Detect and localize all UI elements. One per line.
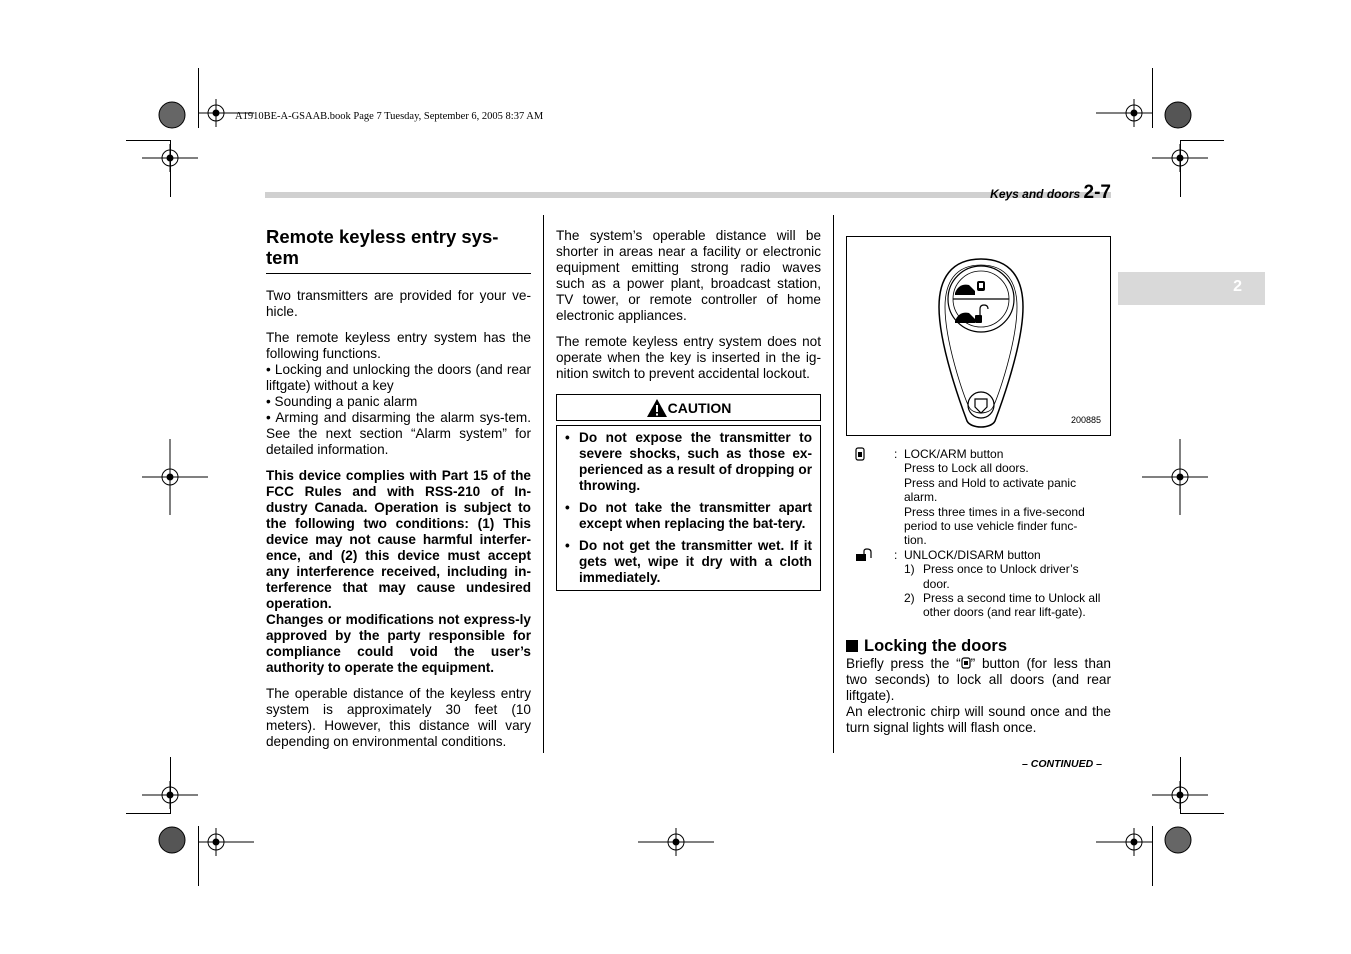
chirp-text: An electronic chirp will sound once and the turn signal lights will flash once. <box>846 703 1111 735</box>
list-item: • Locking and unlocking the doors (and rear liftgate) without a key <box>266 362 531 393</box>
unlock-button-legend: : UNLOCK/DISARM button 1) Press once to Unlock driver’s door. 2) Press a second time to Unlock all other doors (and rear lift-gate). <box>846 548 1111 620</box>
caution-box <box>556 425 821 591</box>
unlock-button-title: UNLOCK/DISARM button <box>904 547 1041 562</box>
chapter-tab <box>1118 272 1265 305</box>
button-legend <box>846 447 1111 620</box>
lock-icon <box>854 447 866 461</box>
caution-header <box>556 394 821 421</box>
functions-block <box>266 330 531 458</box>
page-header <box>990 182 1111 204</box>
unlock-icon <box>854 548 876 562</box>
unlock-step: 2) Press a second time to Unlock all other doors (and rear lift-gate). <box>904 591 1101 620</box>
distance-text: The operable distance of the keyless entry system is approximately 30 feet (10 meters). However, this distance will vary depending on environmental conditions. <box>266 686 531 749</box>
lock-button-legend: : LOCK/ARM button Press to Lock all doors. Press and Hold to activate panic alarm. Press three times in a five-second period to use vehicle finder func-tion. <box>846 447 1111 548</box>
lock-icon <box>961 657 971 669</box>
column-1 <box>266 226 531 760</box>
section-title: Keys and doors <box>990 187 1081 201</box>
file-info: A1910BE-A-GSAAB.book Page 7 Tuesday, September 6, 2005 8:37 AM <box>235 111 544 122</box>
caution-title: CAUTION <box>667 399 732 416</box>
lock-line: Press three times in a five-second period to use vehicle finder func-tion. <box>904 504 1085 548</box>
key-fob-illustration <box>935 255 1027 435</box>
locking-doors-heading: Locking the doors <box>846 638 1111 654</box>
header-bar <box>265 192 1111 198</box>
section-heading: Remote keyless entry sys-tem <box>266 226 531 274</box>
list-item: • Arming and disarming the alarm sys-tem. See the next section “Alarm system” for detailed information. <box>266 410 531 457</box>
lock-button-title: LOCK/ARM button <box>904 447 1004 461</box>
chapter-number: 2 <box>1233 278 1242 295</box>
warning-icon <box>646 398 668 418</box>
lock-line: Press to Lock all doors. <box>904 461 1029 476</box>
modification-warning: Changes or modifications not express-ly approved by the party responsible for compliance could void the user’s authority to operate the equipment. <box>266 612 531 675</box>
column-divider <box>543 215 544 753</box>
column-2 <box>556 228 821 591</box>
intro-text: Two transmitters are provided for your ve-hicle. <box>266 288 531 319</box>
locking-instructions: Briefly press the “ ” button (for less than two seconds) to lock all doors (and rear liftgate). <box>846 655 1111 703</box>
functions-intro: The remote keyless entry system has the following functions. <box>266 330 531 361</box>
page-number: 2-7 <box>1083 182 1111 203</box>
continued-label: – CONTINUED – <box>1022 758 1102 770</box>
unlock-step: 1) Press once to Unlock driver’s door. <box>904 562 1079 591</box>
fcc-notice <box>266 468 531 676</box>
caution-item: • Do not take the transmitter apart except when replacing the bat-tery. <box>565 500 812 531</box>
column-divider <box>833 215 834 753</box>
distance-shorter-text: The system’s operable distance will be shorter in areas near a facility or electronic equipment emitting strong radio waves such as a power plant, broadcast station, TV tower, or remote controller of home electronic appliances. <box>556 228 821 323</box>
figure-number: 200885 <box>1070 415 1101 425</box>
caution-item: • Do not expose the transmitter to severe shocks, such as those ex-perienced as a result of dropping or throwing. <box>565 430 812 493</box>
lock-line: Press and Hold to activate panic alarm. <box>904 475 1077 505</box>
transmitter-figure <box>846 236 1111 436</box>
caution-item: • Do not get the transmitter wet. If it gets wet, wipe it dry with a cloth immediately. <box>565 538 812 585</box>
fcc-compliance-text: This device complies with Part 15 of the FCC Rules and with RSS-210 of In-dustry Canada. Operation is subject to the following two conditions: (1) This device may not cause harmful interfer-ence, and (2) this device must accept any interference received, including in-terference that may cause undesired operation. <box>266 468 531 611</box>
ignition-note: The remote keyless entry system does not operate when the key is inserted in the ig-nition switch to prevent accidental lockout. <box>556 334 821 381</box>
column-3 <box>846 236 1111 736</box>
list-item: • Sounding a panic alarm <box>266 394 418 409</box>
square-bullet-icon <box>846 640 858 652</box>
